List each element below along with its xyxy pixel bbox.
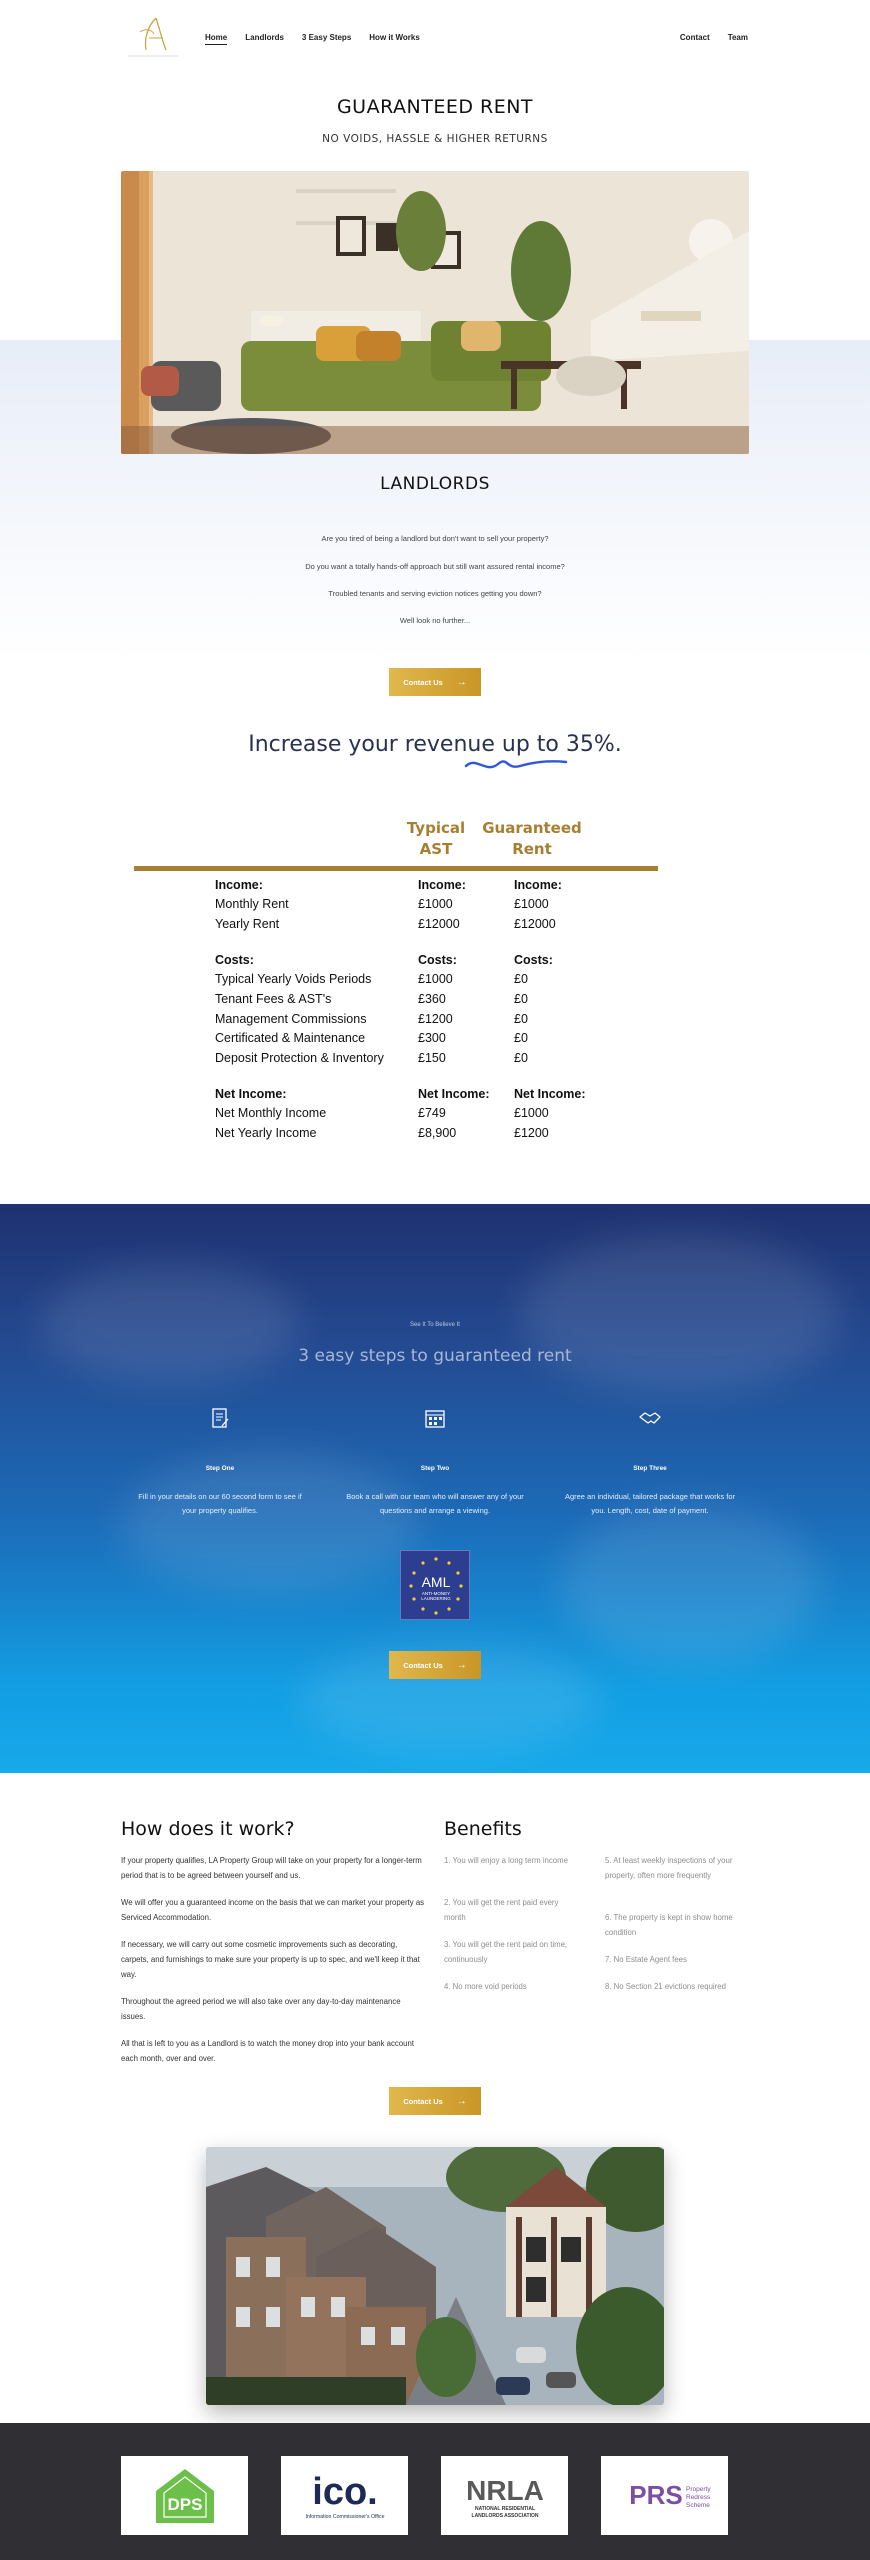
ast-value: £8,900 — [418, 1126, 457, 1140]
col-header-line: AST — [419, 840, 453, 858]
dps-logo-card[interactable] — [121, 2456, 248, 2535]
col-header-typical-ast — [396, 818, 476, 860]
aml-subtext: LAUNDERING — [421, 1596, 451, 1601]
benefit-item: 5. At least weekly inspections of your property, often more frequently — [605, 1856, 733, 1880]
step-name: Step Two — [420, 1465, 450, 1472]
benefit-item: 2. You will get the rent paid every month — [444, 1898, 559, 1922]
form-icon — [208, 1406, 232, 1430]
net-income-label: Net Income: — [418, 1087, 490, 1101]
row-label: Net Monthly Income — [215, 1106, 327, 1120]
handshake-icon — [638, 1406, 662, 1430]
ast-value: £360 — [418, 992, 446, 1006]
how-paragraph: If necessary, we will carry out some cosmetic improvements such as decorating, carpets, and furnishings to make sure your property is up to spec, and we'll keep it that way. — [121, 1940, 420, 1979]
nav-team[interactable]: Team — [727, 33, 748, 42]
benefits-heading: Benefits — [444, 1818, 522, 1840]
street-houses-image — [206, 2147, 664, 2405]
nrla-text: NRLA — [465, 2474, 544, 2506]
step-name: Step Three — [633, 1465, 667, 1472]
benefit-item: 6. The property is kept in show home condition — [605, 1913, 733, 1937]
gr-value: £0 — [514, 972, 528, 986]
secondary-nav — [680, 33, 748, 42]
net-income-label: Net Income: — [514, 1087, 586, 1101]
gr-value: £1000 — [514, 897, 549, 911]
benefit-item: 1. You will enjoy a long term income — [444, 1856, 568, 1865]
aml-subtext: ANTI-MONEY — [421, 1591, 451, 1596]
benefit-item: 4. No more void periods — [444, 1982, 527, 1991]
gr-value: £1200 — [514, 1126, 549, 1140]
row-label: Management Commissions — [215, 1012, 367, 1026]
benefit-item: 3. You will get the rent paid on time, continuously — [444, 1940, 568, 1964]
contact-us-label: Contact Us — [403, 2096, 443, 2106]
ast-value: £1000 — [418, 897, 453, 911]
costs-label: Costs: — [215, 953, 254, 967]
nrla-subtext: NATIONAL RESIDENTIAL — [474, 2505, 535, 2512]
la-logo[interactable] — [122, 12, 184, 60]
landlord-question: Are you tired of being a landlord but don't want to sell your property? — [321, 534, 549, 543]
squiggle-underline-icon — [462, 752, 572, 774]
col-header-line: Rent — [512, 840, 552, 858]
nav-contact[interactable]: Contact — [679, 33, 710, 42]
ast-value: £12000 — [418, 917, 460, 931]
ico-logo-card[interactable] — [281, 2456, 408, 2535]
dps-text: DPS — [167, 2494, 202, 2514]
ast-value: £300 — [418, 1031, 446, 1045]
step-three — [560, 1406, 740, 1518]
living-room-image — [121, 171, 749, 454]
arrow-right-icon: → — [456, 2095, 467, 2107]
ico-text: ico. — [311, 2470, 378, 2513]
ico-subtext: Information Commissioner's Office — [304, 2513, 385, 2520]
income-label: Income: — [418, 878, 466, 892]
arrow-right-icon: → — [456, 676, 467, 688]
contact-us-label: Contact Us — [403, 1660, 443, 1670]
prs-text: PRS — [628, 2479, 683, 2510]
nav-easy-steps[interactable]: 3 Easy Steps — [301, 33, 352, 42]
contact-us-label: Contact Us — [403, 677, 443, 687]
how-paragraph: All that is left to you as a Landlord is to watch the money drop into your bank account each month, over and over. — [121, 2039, 414, 2063]
benefit-item: 8. No Section 21 evictions required — [605, 1982, 726, 1991]
main-nav — [205, 33, 420, 45]
landlords-heading: LANDLORDS — [380, 474, 490, 494]
calendar-icon — [423, 1406, 447, 1430]
landlord-question: Do you want a totally hands-off approach but still want assured rental income? — [305, 562, 565, 571]
landlord-question: Troubled tenants and serving eviction notices getting you down? — [328, 589, 542, 598]
gr-value: £0 — [514, 1031, 528, 1045]
nav-how-it-works[interactable]: How it Works — [369, 33, 420, 42]
gr-value: £12000 — [514, 917, 556, 931]
gr-value: £0 — [514, 992, 528, 1006]
ast-value: £749 — [418, 1106, 446, 1120]
table-header-rule — [134, 866, 658, 871]
contact-us-button[interactable] — [389, 2087, 481, 2115]
col-header-line: Typical — [406, 819, 466, 837]
row-label: Net Yearly Income — [215, 1126, 317, 1140]
revenue-heading: Increase your revenue up to 35%. — [248, 732, 622, 757]
income-label: Income: — [215, 878, 263, 892]
row-label: Deposit Protection & Inventory — [215, 1051, 384, 1065]
contact-us-button[interactable] — [389, 668, 481, 696]
cloud-decoration — [560, 1504, 820, 1664]
nrla-subtext: LANDLORDS ASSOCIATION — [471, 2512, 538, 2519]
nrla-logo — [450, 2466, 560, 2526]
page-subtitle: NO VOIDS, HASSLE & HIGHER RETURNS — [322, 133, 548, 145]
ast-value: £150 — [418, 1051, 446, 1065]
net-income-label: Net Income: — [215, 1087, 287, 1101]
ast-value: £1200 — [418, 1012, 453, 1026]
gr-value: £0 — [514, 1051, 528, 1065]
step-one — [130, 1406, 310, 1518]
gr-value: £0 — [514, 1012, 528, 1026]
step-text: Agree an individual, tailored package that works for you. Length, cost, date of payment. — [564, 1492, 736, 1515]
step-text: Fill in your details on our 60 second form to see if your property qualifies. — [138, 1492, 302, 1515]
col-header-guaranteed-rent — [482, 818, 582, 860]
how-heading: How does it work? — [121, 1818, 295, 1840]
nav-home[interactable]: Home — [205, 33, 227, 45]
nrla-logo-card[interactable] — [441, 2456, 568, 2535]
costs-label: Costs: — [514, 953, 553, 967]
income-label: Income: — [514, 878, 562, 892]
aml-badge — [400, 1550, 470, 1620]
step-name: Step One — [205, 1465, 235, 1472]
step-two — [345, 1406, 525, 1518]
steps-heading: 3 easy steps to guaranteed rent — [298, 1346, 572, 1366]
page-title: GUARANTEED RENT — [336, 96, 534, 118]
dps-logo — [150, 2465, 220, 2527]
arrow-right-icon: → — [456, 1659, 467, 1671]
landlord-question: Well look no further... — [399, 616, 471, 625]
row-label: Typical Yearly Voids Periods — [215, 972, 372, 986]
prs-subtext: Property — [685, 2485, 711, 2493]
prs-logo-card[interactable] — [601, 2456, 728, 2535]
col-header-line: Guaranteed — [482, 819, 582, 837]
ico-logo — [290, 2466, 400, 2526]
contact-us-button[interactable] — [389, 1651, 481, 1679]
gr-value: £1000 — [514, 1106, 549, 1120]
row-label: Yearly Rent — [215, 917, 280, 931]
prs-subtext: Scheme — [685, 2501, 710, 2509]
ast-value: £1000 — [418, 972, 453, 986]
costs-label: Costs: — [418, 953, 457, 967]
row-label: Tenant Fees & AST's — [215, 992, 332, 1006]
benefit-item: 7. No Estate Agent fees — [605, 1955, 687, 1964]
nav-landlords[interactable]: Landlords — [245, 33, 284, 42]
prs-logo — [610, 2466, 720, 2526]
site-header — [0, 0, 870, 72]
how-paragraph: Throughout the agreed period we will also take over any day-to-day maintenance issues. — [121, 1997, 401, 2021]
aml-text: AML — [421, 1574, 451, 1590]
steps-kicker: See It To Believe It — [410, 1322, 460, 1328]
easy-steps-section — [0, 1204, 870, 1773]
step-text: Book a call with our team who will answer any of your questions and arrange a viewing. — [346, 1492, 524, 1515]
row-label: Monthly Rent — [215, 897, 289, 911]
how-paragraph: If your property qualifies, LA Property Group will take on your property for a longer-term period that is to be agreed between yourself and us. — [121, 1856, 422, 1880]
how-paragraph: We will offer you a guaranteed income on the basis that we can market your property as Serviced Accommodation. — [121, 1898, 425, 1922]
prs-subtext: Redress — [685, 2493, 710, 2501]
row-label: Certificated & Maintenance — [215, 1031, 366, 1045]
cloud-decoration — [520, 1234, 840, 1394]
